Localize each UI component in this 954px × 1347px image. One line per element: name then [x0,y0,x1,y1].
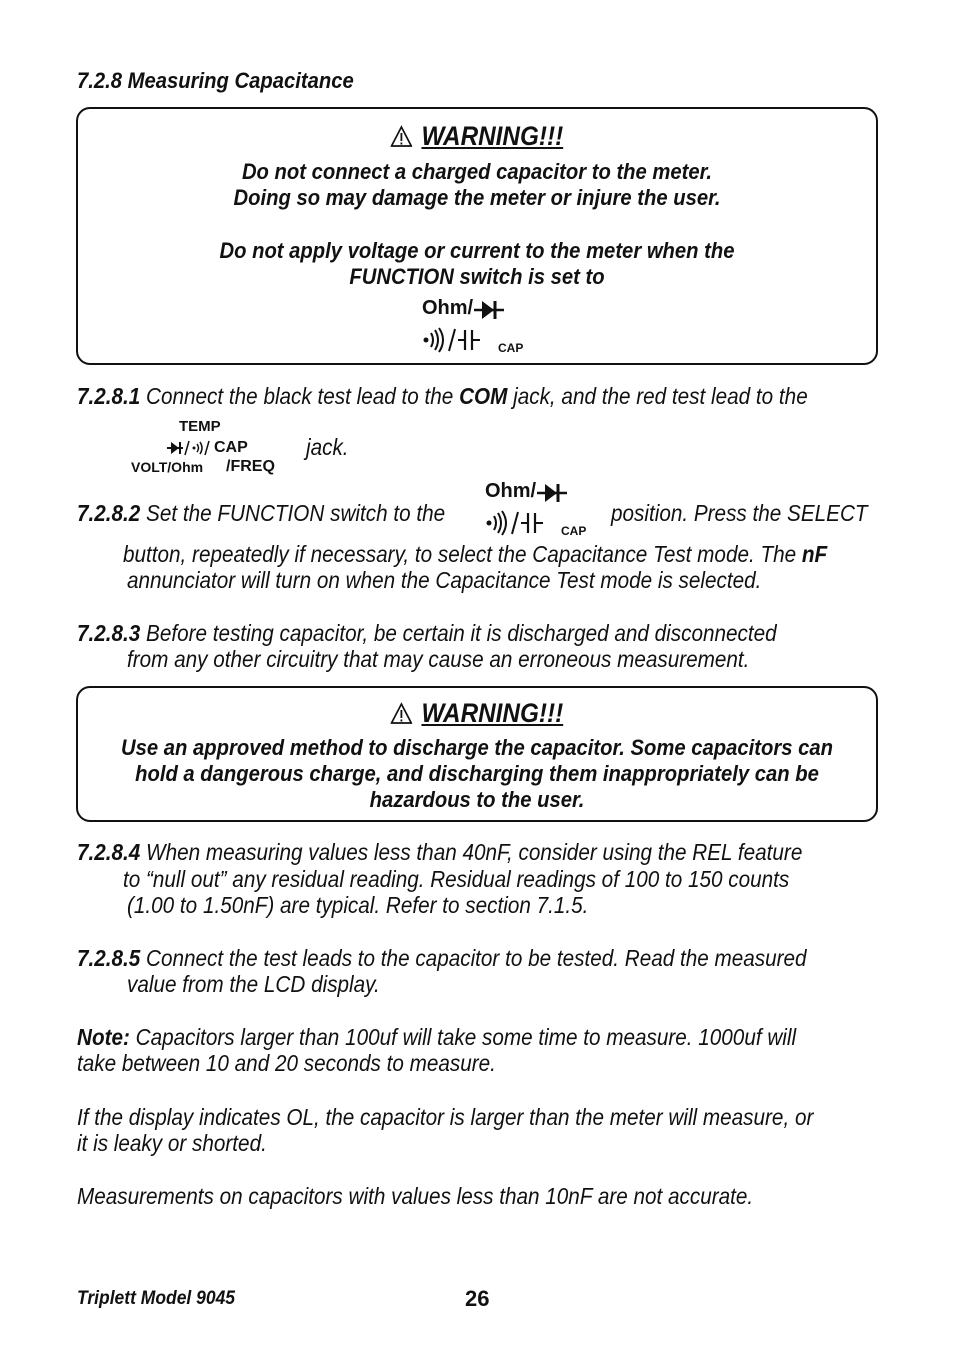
step-7-2-8-1: 7.2.8.1 Connect the black test lead to the COM jack, and the red test lead to the [77,383,808,409]
warning-text: Use an approved method to discharge the capacitor. Some capacitors can [121,735,833,760]
step-7-2-8-3-line2: from any other circuitry that may cause an erroneous measurement. [127,646,750,672]
note-line2: take between 10 and 20 seconds to measure. [77,1050,496,1076]
warning-box-2 [76,686,878,822]
step-7-2-8-4-line2: to “null out” any residual reading. Residual readings of 100 to 150 counts [123,866,790,892]
step-7-2-8-4: 7.2.8.4 When measuring values less than 40nF, consider using the REL feature [77,839,803,865]
warning-text: Do not apply voltage or current to the meter when the [219,238,735,263]
diode-icon [537,482,567,504]
accuracy-paragraph: Measurements on capacitors with values less than 10nF are not accurate. [77,1183,754,1209]
step-7-2-8-3: 7.2.8.3 Before testing capacitor, be certain it is discharged and disconnected [77,620,777,646]
note-paragraph: Note: Capacitors larger than 100uf will take some time to measure. 1000uf will [77,1024,797,1050]
warning-triangle-icon [391,125,413,147]
warning-text: FUNCTION switch is set to [349,264,605,289]
step-7-2-8-4-line3: (1.00 to 1.50nF) are typical. Refer to section 7.1.5. [127,892,589,918]
continuity-capacitor-icon [422,327,492,353]
section-title: 7.2.8 Measuring Capacitance [77,68,354,93]
warning-text: Doing so may damage the meter or injure the user. [233,185,721,210]
step-7-2-8-5: 7.2.8.5 Connect the test leads to the capacitor to be tested. Read the measured [77,945,807,971]
warning-triangle-icon [391,702,413,724]
warning-heading: WARNING!!! [118,698,836,729]
function-switch-symbol: Ohm/ CAP [422,297,524,355]
step-7-2-8-2-line2: button, repeatedly if necessary, to select the Capacitance Test mode. The nF [123,541,828,567]
red-jack-symbol: TEMP CAP VOLT/Ohm /FREQ [131,418,275,475]
warning-text: hold a dangerous charge, and discharging them inappropriately can be [135,761,819,786]
ol-paragraph: If the display indicates OL, the capacitor is larger than the meter will measure, or [77,1104,814,1130]
page-number: 26 [465,1286,490,1311]
step-7-2-8-2-line3: annunciator will turn on when the Capacitance Test mode is selected. [127,567,762,593]
ol-paragraph-line2: it is leaky or shorted. [77,1130,267,1156]
warning-heading: WARNING!!! [118,121,836,152]
warning-text: Do not connect a charged capacitor to the meter. [241,159,713,184]
footer-model: Triplett Model 9045 [77,1288,236,1309]
jack-label: jack. [306,434,349,460]
warning-text: hazardous to the user. [369,787,585,812]
diode-icon [474,299,504,321]
warning-box-1 [76,107,878,365]
step-7-2-8-2-cont: position. Press the SELECT [611,500,868,526]
function-position-symbol: Ohm/ CAP [485,480,587,538]
step-7-2-8-2: 7.2.8.2 Set the FUNCTION switch to the [77,500,446,526]
continuity-capacitor-icon [485,510,555,536]
step-7-2-8-5-line2: value from the LCD display. [127,971,380,997]
